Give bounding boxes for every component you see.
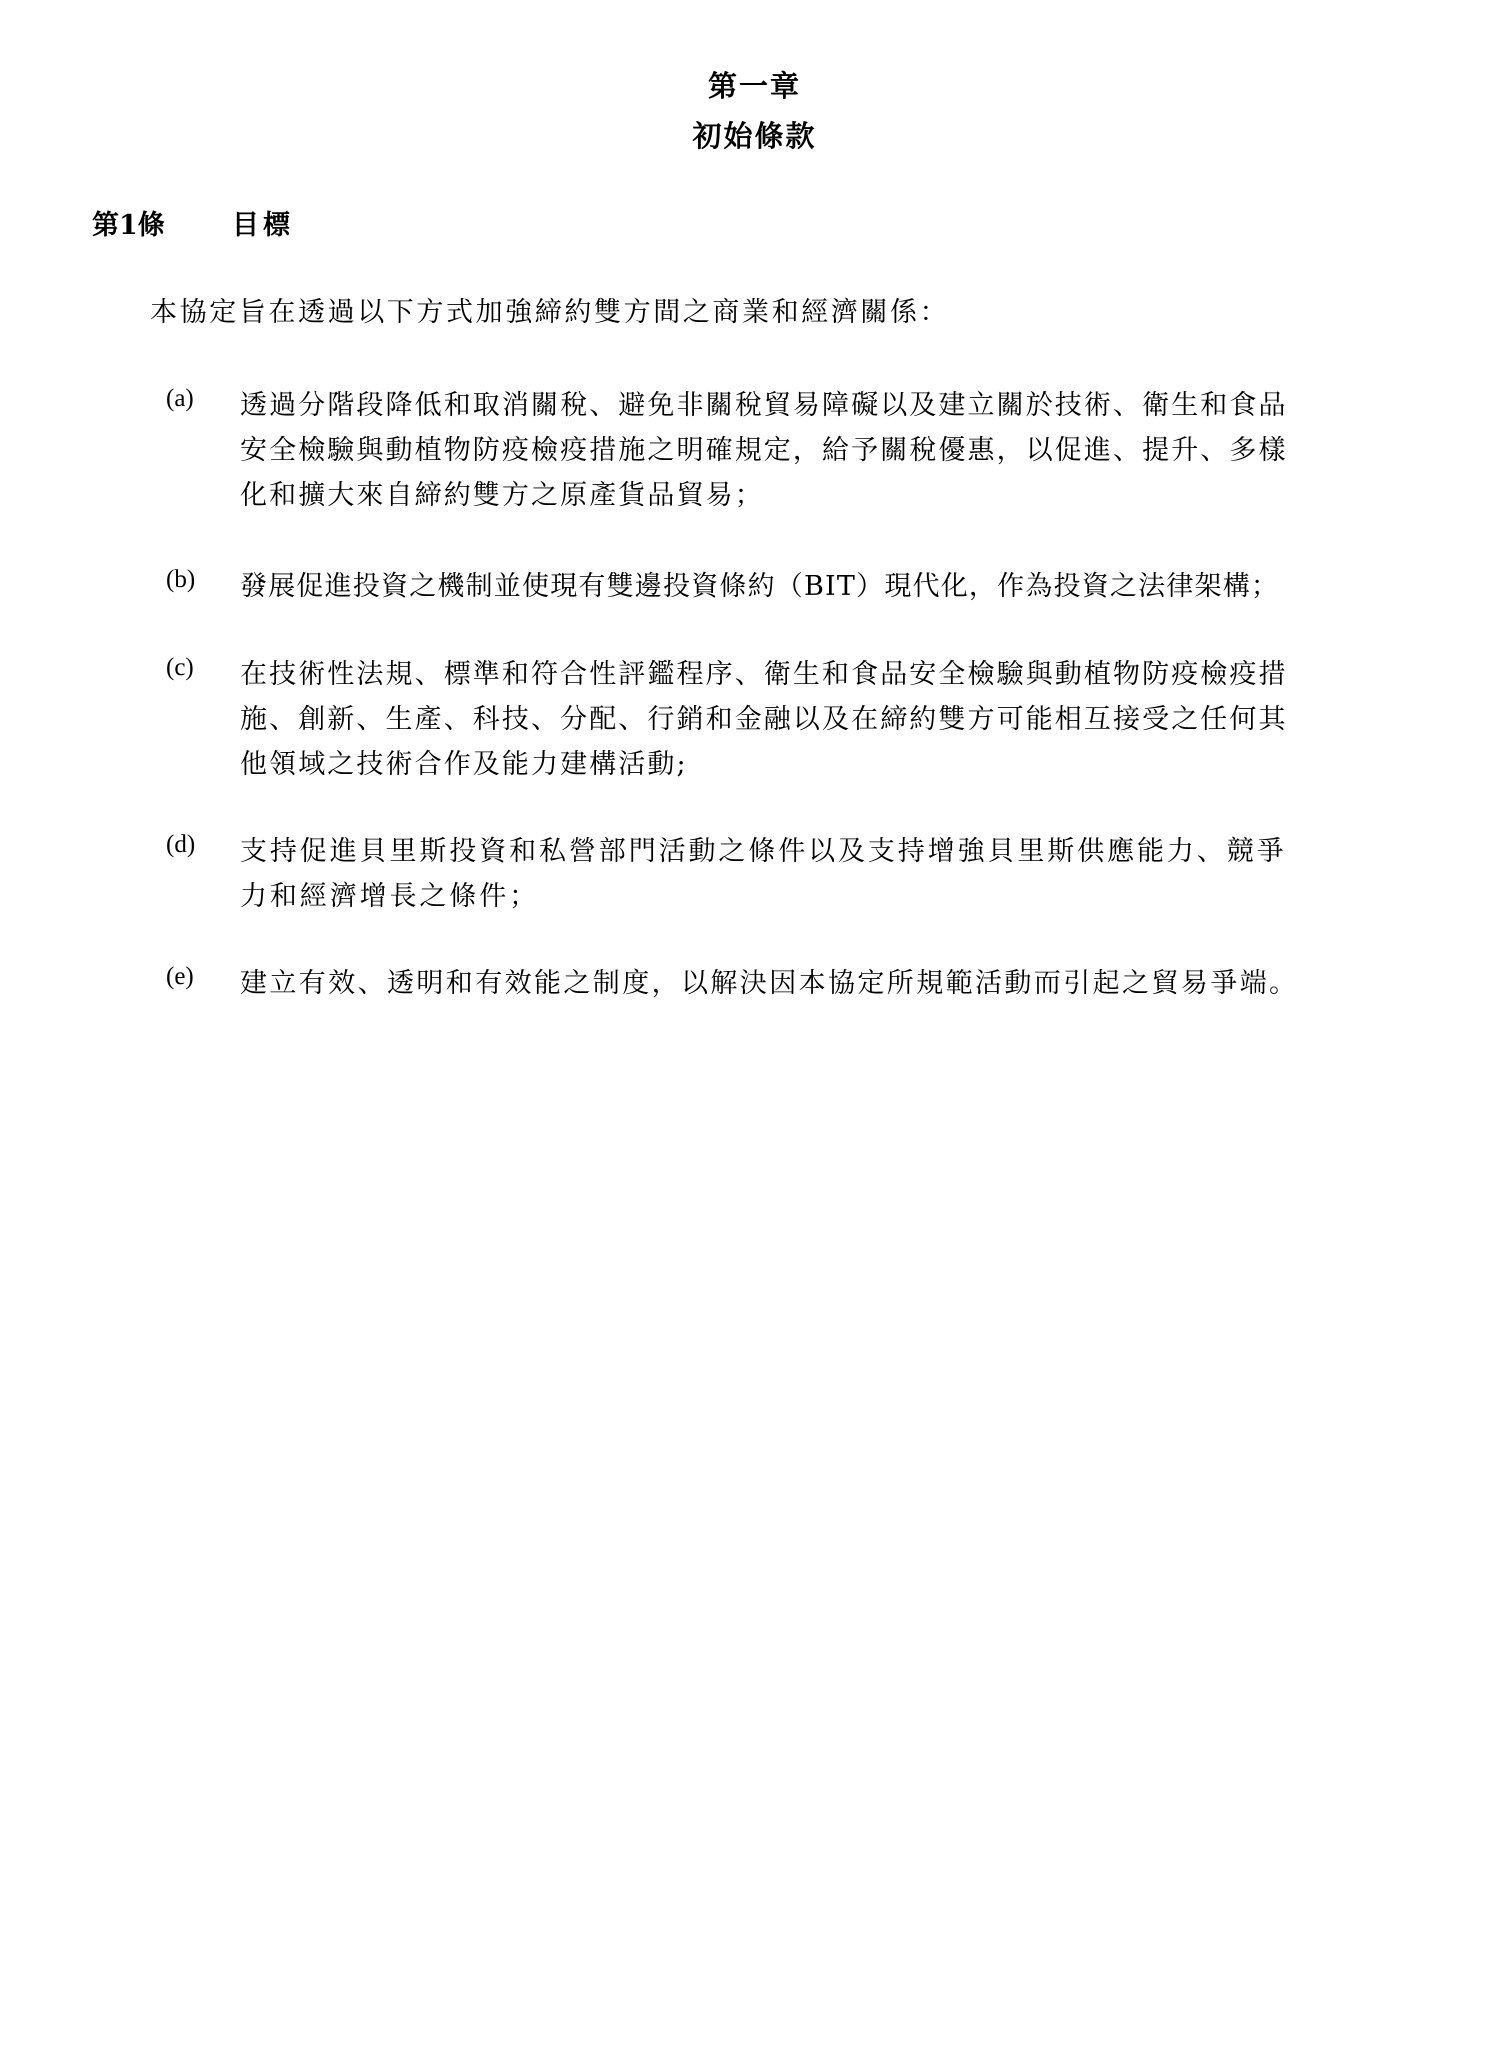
- item-text-line: 發展促進投資之機制並使現有雙邊投資條約（BIT）現代化，作為投資之法律架構；: [240, 571, 1280, 602]
- item-label: (d): [166, 831, 196, 858]
- item-label: (e): [166, 963, 194, 990]
- chapter-title: 初始條款: [692, 119, 817, 153]
- item-label: (c): [166, 654, 194, 681]
- item-text-line: 力和經濟增長之條件；: [240, 881, 539, 912]
- item-label: (b): [166, 566, 196, 593]
- item-text-line: 在技術性法規、標準和符合性評鑑程序、衛生和食品安全檢驗與動植物防疫檢疫措: [240, 659, 1288, 690]
- article-number: 第1條: [92, 210, 165, 241]
- item-text-line: 建立有效、透明和有效能之制度，以解決因本協定所規範活動而引起之貿易爭端。: [240, 968, 1299, 999]
- chapter-number: 第一章: [707, 69, 801, 103]
- item-text-line: 安全檢驗與動植物防疫檢疫措施之明確規定，給予關稅優惠，以促進、提升、多樣: [240, 435, 1288, 466]
- intro-paragraph: 本協定旨在透過以下方式加強締約雙方間之商業和經濟關係：: [150, 297, 950, 328]
- item-text-line: 透過分階段降低和取消關稅、避免非關稅貿易障礙以及建立關於技術、衛生和食品: [240, 390, 1288, 421]
- item-text-line: 施、創新、生產、科技、分配、行銷和金融以及在締約雙方可能相互接受之任何其: [240, 704, 1288, 735]
- article-title: 目標: [232, 210, 294, 241]
- item-label: (a): [166, 385, 194, 412]
- item-text-line: 他領域之技術合作及能力建構活動;: [240, 749, 688, 780]
- item-text-line: 支持促進貝里斯投資和私營部門活動之條件以及支持增強貝里斯供應能力、競爭: [240, 836, 1287, 867]
- item-text-line: 化和擴大來自締約雙方之原產貨品貿易；: [240, 480, 764, 511]
